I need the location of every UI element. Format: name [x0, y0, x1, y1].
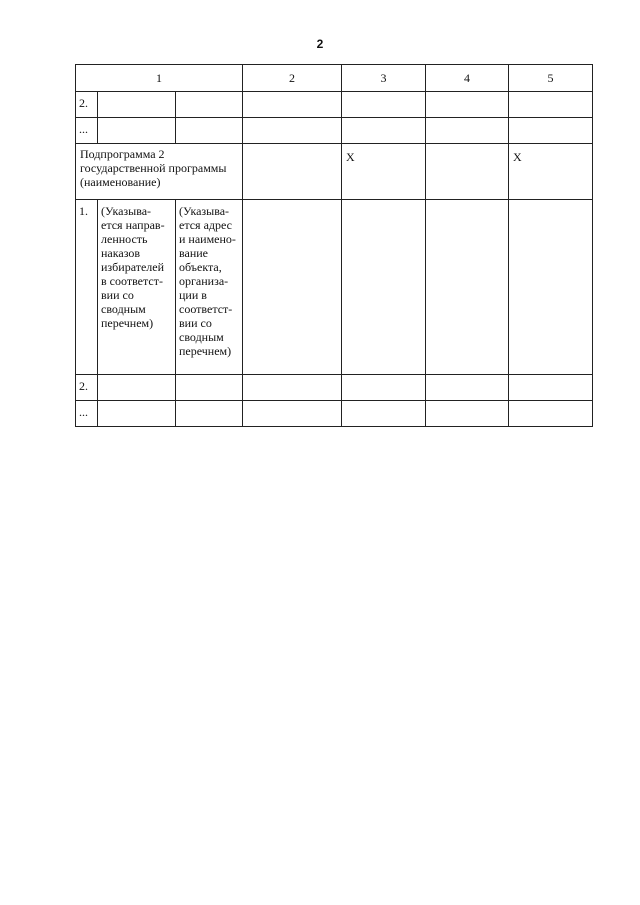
table-cell — [342, 92, 426, 118]
table-cell — [426, 401, 509, 427]
row-number: 2. — [76, 375, 98, 401]
row-number: ... — [76, 401, 98, 427]
table-cell — [342, 118, 426, 144]
row-number: ... — [76, 118, 98, 144]
table-cell — [98, 92, 176, 118]
table-row — [76, 118, 593, 144]
subprogram-col-3-mark: X — [342, 144, 426, 200]
subprogram-col-5-mark: X — [509, 144, 593, 200]
page-number: 2 — [316, 37, 324, 51]
subprogram-title: Подпрограмма 2 государственной программы (наименование) — [76, 144, 243, 200]
mandate-direction-cell: (Указыва-ется направ-ленность наказов избирателей в соответст-вии со сводным перечнем) — [98, 200, 176, 375]
header-col-5: 5 — [509, 65, 593, 92]
header-col-1: 1 — [76, 65, 243, 92]
table-cell — [176, 118, 243, 144]
subprogram-row — [76, 144, 593, 200]
table-cell — [342, 200, 426, 375]
table-cell — [243, 200, 342, 375]
object-address-cell: (Указыва-ется адрес и наимено-вание объекта, организа-ции в соответст-вии со сводным перечнем) — [176, 200, 243, 375]
table-cell — [243, 401, 342, 427]
table-cell — [426, 144, 509, 200]
table-cell — [243, 92, 342, 118]
table-cell — [243, 375, 342, 401]
table-cell — [243, 118, 342, 144]
table-cell — [176, 375, 243, 401]
program-table — [75, 64, 593, 427]
table-row — [76, 200, 593, 375]
header-col-3: 3 — [342, 65, 426, 92]
table-cell — [509, 375, 593, 401]
table-cell — [98, 118, 176, 144]
table-cell — [176, 401, 243, 427]
table-cell — [98, 375, 176, 401]
table-row — [76, 401, 593, 427]
table-cell — [426, 118, 509, 144]
row-number: 2. — [76, 92, 98, 118]
header-col-4: 4 — [426, 65, 509, 92]
header-col-2: 2 — [243, 65, 342, 92]
table-row — [76, 375, 593, 401]
table-cell — [509, 401, 593, 427]
table-cell — [426, 92, 509, 118]
table-cell — [342, 375, 426, 401]
table-cell — [509, 118, 593, 144]
table-cell — [98, 401, 176, 427]
table-cell — [176, 92, 243, 118]
table-cell — [426, 200, 509, 375]
table-cell — [243, 144, 342, 200]
table-cell — [509, 92, 593, 118]
header-row — [76, 65, 593, 92]
table-row — [76, 92, 593, 118]
table-cell — [426, 375, 509, 401]
table-cell — [342, 401, 426, 427]
row-number: 1. — [76, 200, 98, 375]
table-cell — [509, 200, 593, 375]
